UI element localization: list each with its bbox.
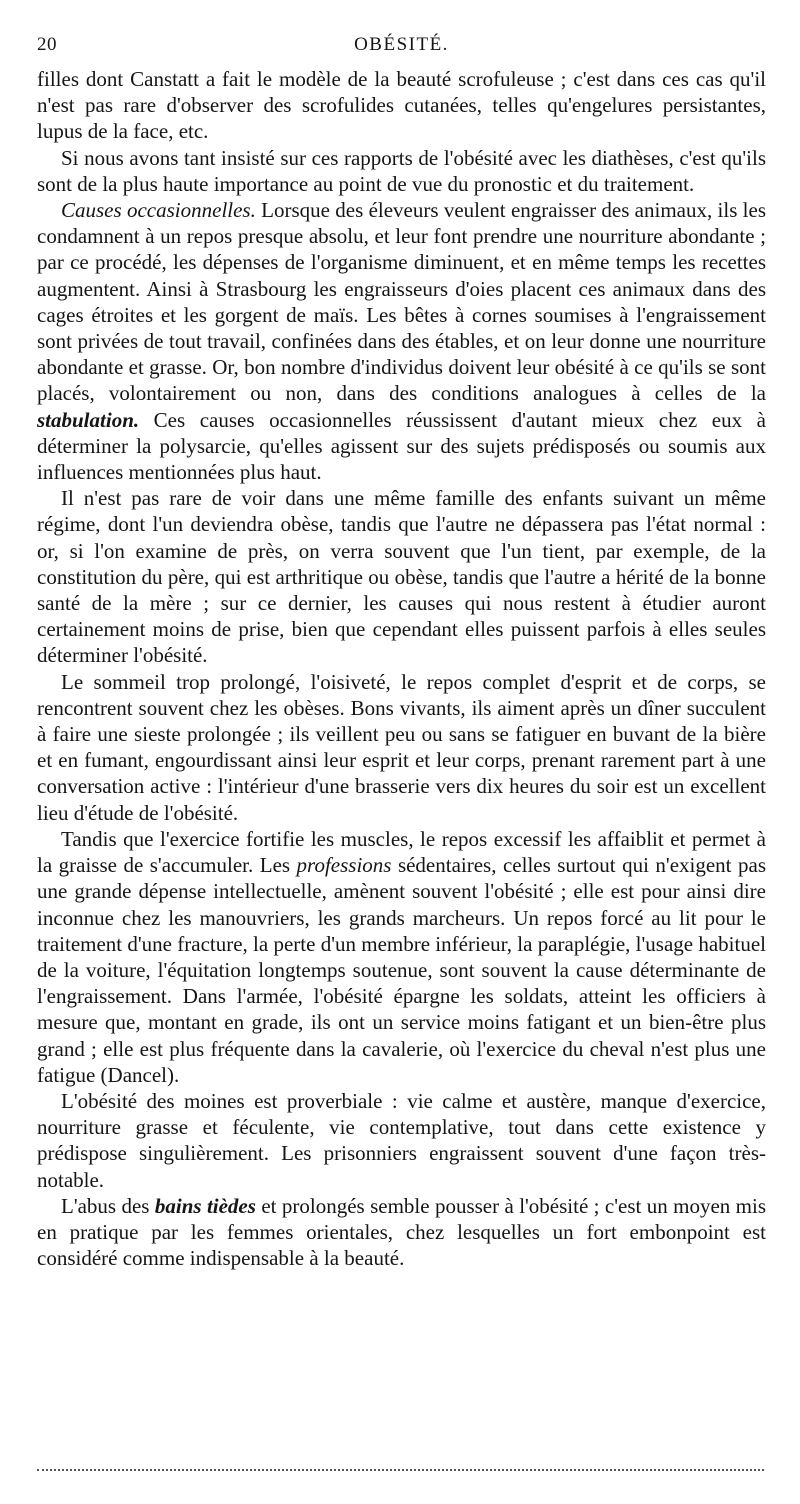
paragraph-6-text-a: Tandis que l'exercice fortifie les muscles, le repos excessif les affaiblit et permet à la graisse de s'accumuler. Les xyxy=(37,826,766,878)
book-page xyxy=(37,30,766,1271)
paragraph-6 xyxy=(37,826,766,1088)
paragraph-4: Il n'est pas rare de voir dans une même famille des enfants suivant un même régime, dont l'un deviendra obèse, tandis que l'autre ne dépassera pas l'état normal : or, si l'on examine de près, on verra souvent que l'un tient, par exemple, de la constitution du père, qui est arthritique ou obèse, tandis que l'autre a hérité de la bonne santé de la mère ; sur ce dernier, les causes qui nous restent à étudier auront certainement moins de prise, bien que cependant elles puissent parfois à elles seules déterminer l'obésité. xyxy=(37,486,766,668)
paragraph-8 xyxy=(37,1193,766,1272)
page-number: 20 xyxy=(37,34,57,55)
paragraph-5: Le sommeil trop prolongé, l'oisiveté, le repos complet d'esprit et de corps, se rencontrent souvent chez les obèses. Bons vivants, ils aiment après un dîner succulent à faire une sieste prolongée ; ils veillent peu ou sans se fatiguer en buvant de la bière et en fumant, engourdissant ainsi leur esprit et leur corps, prenant rarement part à une conversation active : l'intérieur d'une brasserie vers dix heures du soir est un excellent lieu d'étude de l'obésité. xyxy=(37,669,766,825)
paragraph-3 xyxy=(37,197,766,485)
paragraph-8-text-a: L'abus des xyxy=(61,1193,155,1218)
footer-dotted-rule xyxy=(37,1469,764,1471)
term-stabulation: stabulation. xyxy=(37,407,140,432)
paragraph-2: Si nous avons tant insisté sur ces rapports de l'obésité avec les diathèses, c'est qu'ils sont de la plus haute importance au point de vue du pronostic et du traitement. xyxy=(37,145,766,196)
section-heading-causes-occasionnelles: Causes occasionnelles. xyxy=(61,198,256,223)
paragraph-7: L'obésité des moines est proverbiale : vie calme et austère, manque d'exercice, nourriture grasse et féculente, vie contemplative, tout dans cette existence y prédispose singulièrement. Les prisonniers engraissent souvent d'une façon très-notable. xyxy=(37,1088,766,1192)
running-title: OBÉSITÉ. xyxy=(354,34,449,55)
paragraph-3-text-a: Lorsque des éleveurs veulent engraisser des animaux, ils les condamnent à un repos presque absolu, et leur font prendre une nourriture abondante ; par ce procédé, les dépenses de l'organisme diminuent, et en même temps les recettes augmentent. Ainsi à Strasbourg les engraisseurs d'oies placent ces animaux dans des cages étroites et les gorgent de maïs. Les bêtes à cornes soumises à l'engraissement sont privées de tout travail, confinées dans des étables, et on leur donne une nourriture abondante et grasse. Or, bon nombre d'individus doivent leur obésité à ce qu'ils se sont placés, volontairement ou non, dans des conditions analogues à celles de la xyxy=(37,198,766,406)
paragraph-3-text-b: Ces causes occasionnelles réussissent d'autant mieux chez eux à déterminer la polysarcie, qu'elles agissent sur des sujets prédisposés ou soumis aux influences mentionnées plus haut. xyxy=(37,407,766,485)
paragraph-6-text-b: sédentaires, celles surtout qui n'exigent pas une grande dépense intellectuelle, amènent souvent l'obésité ; elle est pour ainsi dire inconnue chez les manouvriers, les grands marcheurs. Un repos forcé au lit pour le traitement d'une fracture, la perte d'un membre inférieur, la paraplégie, l'usage habituel de la voiture, l'équitation longtemps soutenue, sont souvent la cause déterminante de l'engraissement. Dans l'armée, l'obésité épargne les soldats, atteint les officiers à mesure que, montant en grade, ils ont un service moins fatigant et un bien-être plus grand ; elle est plus fréquente dans la cavalerie, où l'exercice du cheval n'est plus une fatigue (Dancel). xyxy=(37,853,766,1087)
body-text xyxy=(37,66,766,1271)
paragraph-8-text-b: et prolongés semble pousser à l'obésité ; c'est un moyen mis en pratique par les femmes orientales, chez lesquelles un fort embonpoint est considéré comme indispensable à la beauté. xyxy=(37,1193,766,1271)
term-bains-tiedes: bains tièdes xyxy=(154,1193,256,1218)
running-head xyxy=(37,30,766,58)
paragraph-1: filles dont Canstatt a fait le modèle de la beauté scrofuleuse ; c'est dans ces cas qu'il n'est pas rare d'observer des scrofulides cutanées, telles qu'engelures persistantes, lupus de la face, etc. xyxy=(37,67,766,144)
term-professions: professions xyxy=(296,853,392,878)
